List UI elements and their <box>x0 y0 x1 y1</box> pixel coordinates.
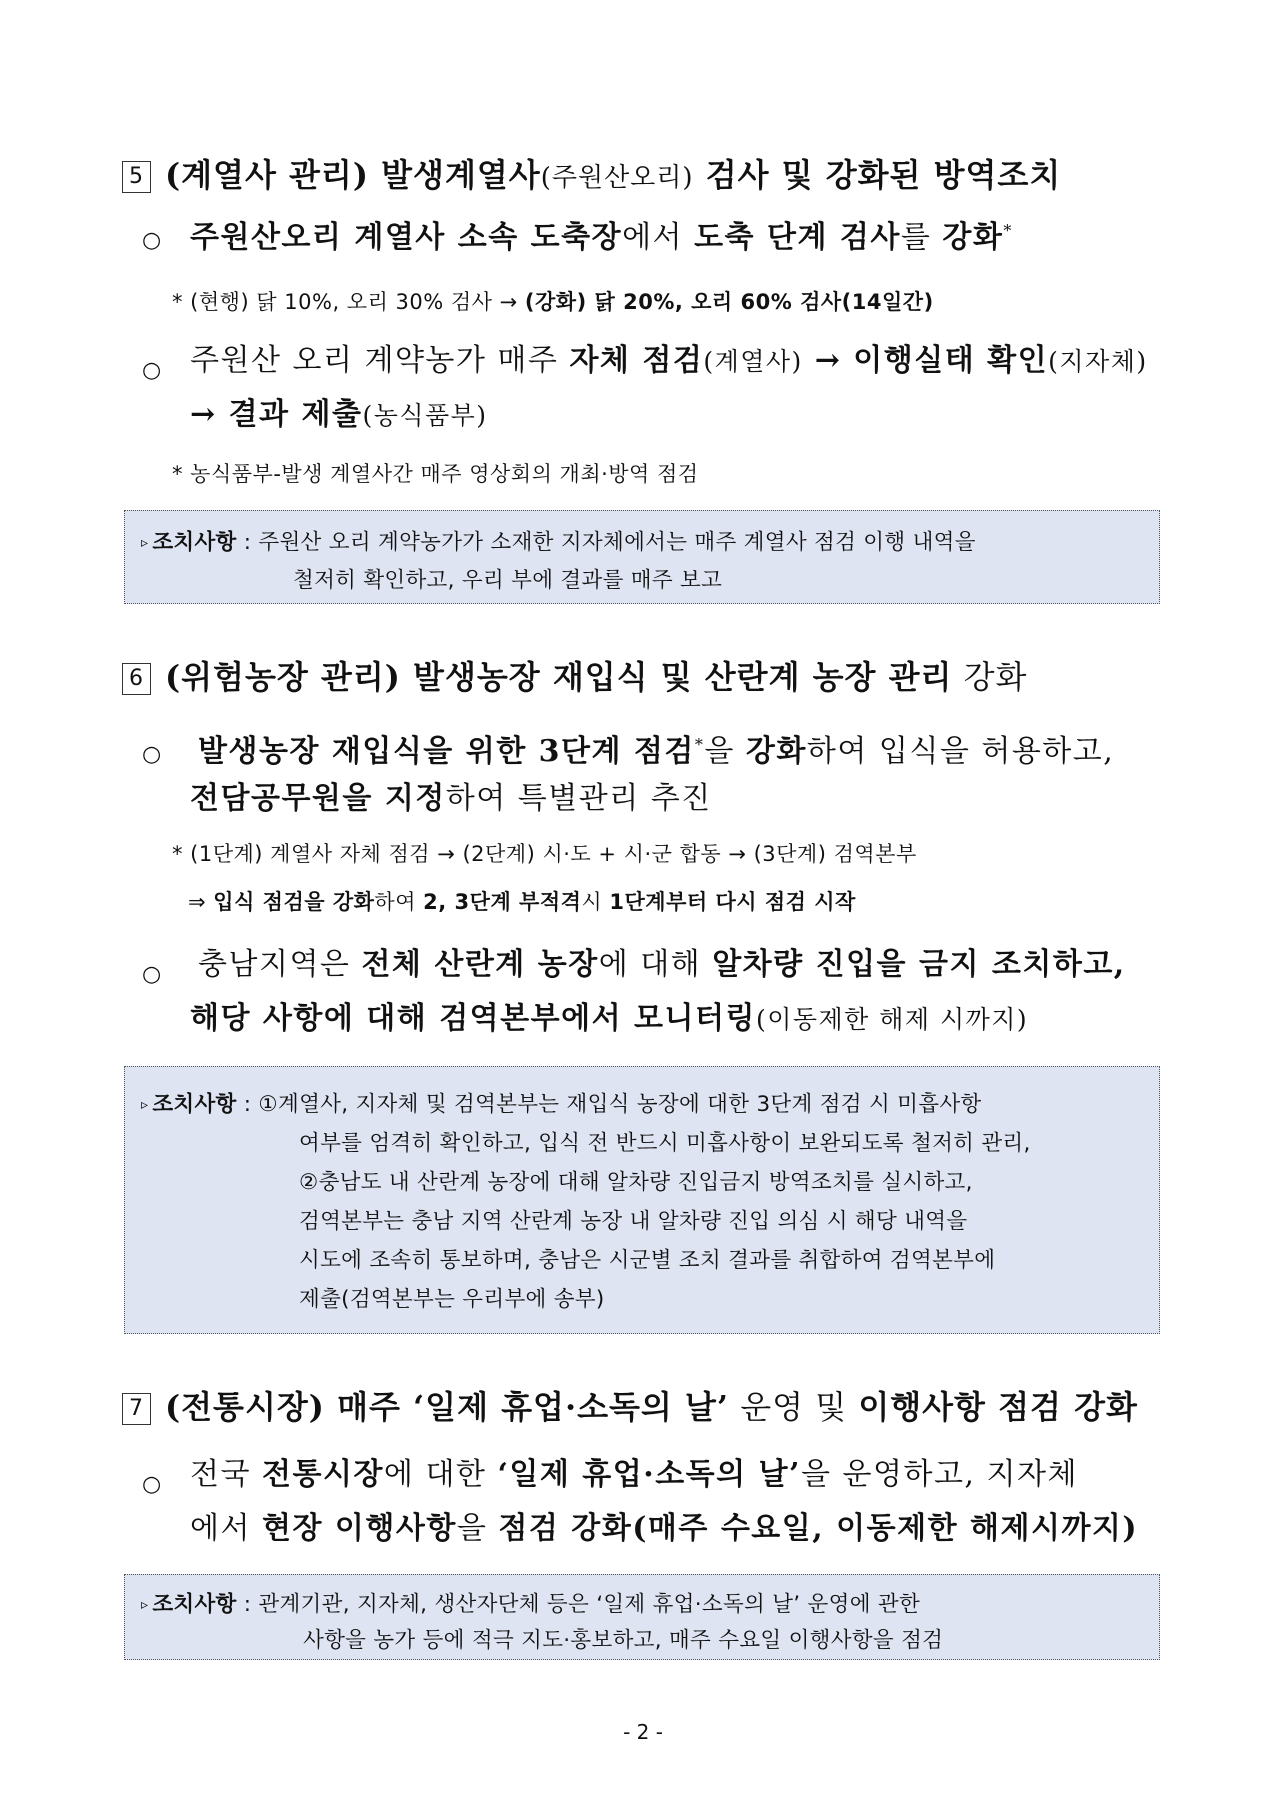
bullet-circle-icon: ○ <box>142 962 162 987</box>
action-label: 조치사항 <box>152 1592 237 1617</box>
action-line: ▹ 조치사항 : 주원산 오리 계약농가가 소재한 지자체에서는 매주 계열사 점검 이행 내역을 <box>141 530 976 555</box>
action-line: 검역본부는 충남 지역 산란계 농장 내 알차량 진입 의심 시 해당 내역을 <box>299 1209 968 1234</box>
bullet-line: 주원산오리 계열사 소속 도축장에서 도축 단계 검사를 강화* <box>190 220 1013 255</box>
page-number: - 2 - <box>623 1720 663 1744</box>
section-6-title: 6 (위험농장 관리) 발생농장 재입식 및 산란계 농장 관리 강화 <box>122 652 1027 698</box>
bullet-circle-icon: ○ <box>142 742 162 767</box>
bullet-line: 에서 현장 이행사항을 점검 강화(매주 수요일, 이동제한 해제시까지) <box>190 1511 1139 1546</box>
bullet-line: 주원산 오리 계약농가 매주 자체 점검(계열사) → 이행실태 확인(지자체) <box>190 343 1148 378</box>
bullet-line: 발생농장 재입식을 위한 3단계 점검*을 강화하여 입식을 허용하고, <box>198 734 1115 769</box>
section-7-title: 7 (전통시장) 매주 ‘일제 휴업·소독의 날’ 운영 및 이행사항 점검 강화 <box>122 1382 1138 1428</box>
bullet-circle-icon: ○ <box>142 1472 162 1497</box>
action-line: ▹ 조치사항 : 관계기관, 지자체, 생산자단체 등은 ‘일제 휴업·소독의 날’ 운영에 관한 <box>141 1592 921 1617</box>
bullet-line: 전담공무원을 지정하여 특별관리 추진 <box>190 781 712 816</box>
action-line: 사항을 농가 등에 적극 지도·홍보하고, 매주 수요일 이행사항을 점검 <box>303 1628 944 1653</box>
footnote: * (현행) 닭 10%, 오리 30% 검사 → (강화) 닭 20%, 오리 60% 검사(14일간) <box>172 290 934 314</box>
bullet-line: 해당 사항에 대해 검역본부에서 모니터링(이동제한 해제 시까지) <box>190 1001 1029 1036</box>
footnote: * 농식품부-발생 계열사간 매주 영상회의 개최·방역 점검 <box>172 462 699 486</box>
triangle-icon: ▹ <box>141 1597 149 1613</box>
bullet-line: → 결과 제출(농식품부) <box>190 397 488 432</box>
bullet-circle-icon: ○ <box>142 228 162 253</box>
triangle-icon: ▹ <box>141 1097 149 1113</box>
action-line: 제출(검역본부는 우리부에 송부) <box>299 1287 605 1312</box>
bullet-line: 충남지역은 전체 산란계 농장에 대해 알차량 진입을 금지 조치하고, <box>198 947 1126 982</box>
action-label: 조치사항 <box>152 1092 237 1117</box>
section-5-title: 5 (계열사 관리) 발생계열사(주원산오리) 검사 및 강화된 방역조치 <box>122 150 1061 196</box>
action-box <box>124 1574 1160 1660</box>
footnote: * (1단계) 계열사 자체 점검 → (2단계) 시·도 + 시·군 합동 → (3단계) 검역본부 <box>172 842 917 866</box>
bullet-line: 전국 전통시장에 대한 ‘일제 휴업·소독의 날’을 운영하고, 지자체 <box>190 1457 1078 1492</box>
triangle-icon: ▹ <box>141 535 149 551</box>
action-line: 여부를 엄격히 확인하고, 입식 전 반드시 미흡사항이 보완되도록 철저히 관리, <box>299 1131 1031 1156</box>
section-number-box: 6 <box>122 663 151 695</box>
footnote-conclusion: ⇒ 입식 점검을 강화하여 2, 3단계 부적격시 1단계부터 다시 점검 시작 <box>188 890 856 914</box>
section-number-box: 7 <box>122 1393 151 1425</box>
action-line: 시도에 조속히 통보하며, 충남은 시군별 조치 결과를 취합하여 검역본부에 <box>299 1248 996 1273</box>
action-label: 조치사항 <box>152 530 237 555</box>
action-line: ②충남도 내 산란계 농장에 대해 알차량 진입금지 방역조치를 실시하고, <box>299 1170 973 1195</box>
section-number-box: 5 <box>122 161 151 193</box>
bullet-circle-icon: ○ <box>142 358 162 383</box>
action-box <box>124 510 1160 604</box>
action-line: ▹ 조치사항 : ①계열사, 지자체 및 검역본부는 재입식 농장에 대한 3단계 점검 시 미흡사항 <box>141 1092 982 1117</box>
action-box <box>124 1066 1160 1334</box>
action-line: 철저히 확인하고, 우리 부에 결과를 매주 보고 <box>293 568 723 593</box>
